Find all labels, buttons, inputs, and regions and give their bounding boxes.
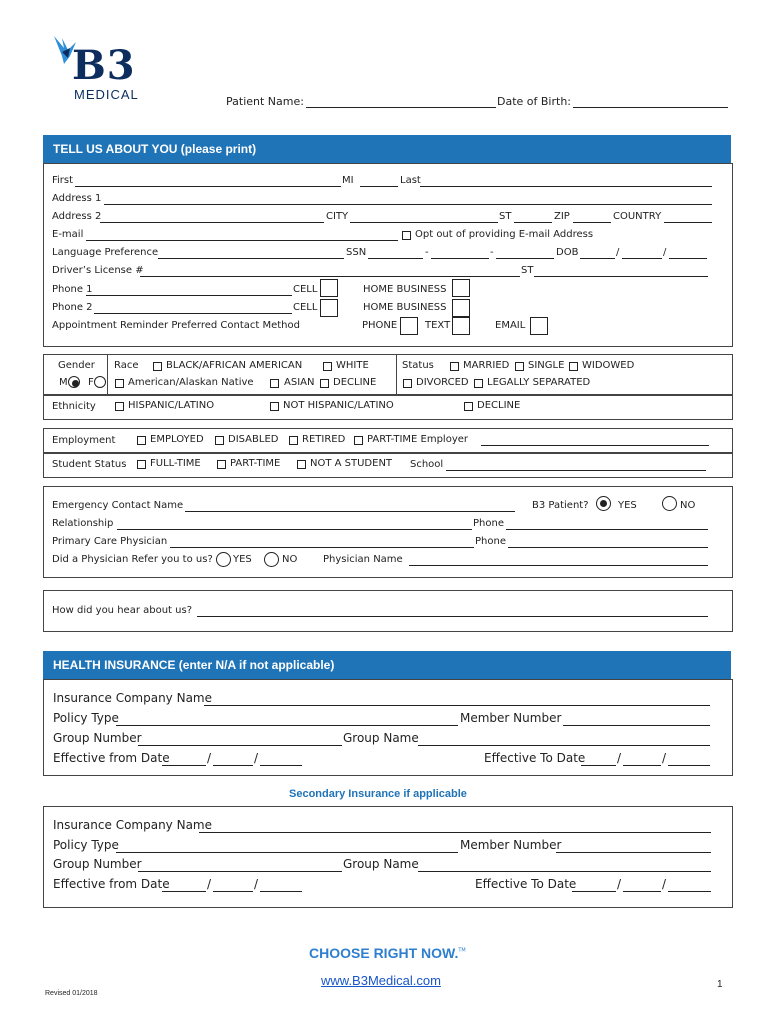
race-native-label: American/Alaskan Native <box>128 377 254 388</box>
employed-checkbox[interactable] <box>137 436 146 445</box>
primary-eff-from-slash-2: / <box>254 751 259 765</box>
city-label: CITY <box>326 211 349 222</box>
primary-group-name-label: Group Name <box>343 731 419 745</box>
full-time-label: FULL-TIME <box>150 458 201 469</box>
primary-company-field[interactable] <box>204 705 710 706</box>
employment-label: Employment <box>52 435 116 446</box>
dob-about-label: DOB <box>556 247 579 258</box>
address1-label: Address 1 <box>52 193 102 204</box>
contact-text-box[interactable] <box>452 317 470 335</box>
status-widowed-checkbox[interactable] <box>569 362 578 371</box>
ssn-field-3[interactable] <box>496 258 554 259</box>
gender-m-radio[interactable] <box>68 376 80 388</box>
address1-field[interactable] <box>104 204 712 205</box>
ethnicity-hispanic-checkbox[interactable] <box>115 402 124 411</box>
retired-checkbox[interactable] <box>289 436 298 445</box>
referred-no-radio[interactable] <box>264 552 279 567</box>
dob-day[interactable] <box>622 258 662 259</box>
secondary-title: Secondary Insurance if applicable <box>289 788 467 800</box>
logo-sub: MEDICAL <box>74 87 139 102</box>
country-label: COUNTRY <box>613 211 662 222</box>
license-field[interactable] <box>140 276 520 277</box>
race-label: Race <box>114 360 139 371</box>
secondary-eff-from-slash-2: / <box>254 877 259 891</box>
race-decline-label: DECLINE <box>333 377 377 388</box>
secondary-eff-from-month[interactable] <box>162 891 206 892</box>
race-black-checkbox[interactable] <box>153 362 162 371</box>
phone1-cell-box[interactable] <box>320 279 338 297</box>
secondary-eff-to-year[interactable] <box>668 891 711 892</box>
tagline-text: CHOOSE RIGHT NOW. <box>309 945 459 961</box>
contact-phone-label: PHONE <box>362 320 398 331</box>
primary-eff-from-year[interactable] <box>260 765 302 766</box>
appt-label: Appointment Reminder Preferred Contact Method <box>52 320 300 331</box>
status-separated-checkbox[interactable] <box>474 379 483 388</box>
b3-patient-yes-radio[interactable] <box>596 496 611 511</box>
secondary-group-name-field[interactable] <box>418 871 711 872</box>
status-widowed-label: WIDOWED <box>582 360 635 371</box>
primary-member-field[interactable] <box>563 725 710 726</box>
secondary-group-number-field[interactable] <box>138 871 342 872</box>
demographics-divider-2 <box>396 354 397 394</box>
page-number: 1 <box>717 979 723 990</box>
secondary-group-name-label: Group Name <box>343 857 419 871</box>
relationship-field[interactable] <box>117 529 472 530</box>
b3-patient-no-label: NO <box>680 500 696 511</box>
contact-email-box[interactable] <box>530 317 548 335</box>
primary-policy-label: Policy Type <box>53 711 119 725</box>
last-label: Last <box>400 175 421 186</box>
phone2-field[interactable] <box>94 313 292 314</box>
primary-eff-to-day[interactable] <box>623 765 661 766</box>
secondary-eff-from-day[interactable] <box>213 891 253 892</box>
dob-slash-1: / <box>616 247 620 258</box>
pcp-phone-label: Phone <box>475 536 506 547</box>
emergency-contact-label: Emergency Contact Name <box>52 500 184 511</box>
primary-eff-from-month[interactable] <box>162 765 206 766</box>
relationship-label: Relationship <box>52 518 114 529</box>
section-about-header: TELL US ABOUT YOU (please print) <box>43 135 731 163</box>
status-single-checkbox[interactable] <box>515 362 524 371</box>
primary-eff-to-label: Effective To Date <box>484 751 586 765</box>
zip-field[interactable] <box>573 222 611 223</box>
secondary-eff-to-slash-1: / <box>617 877 622 891</box>
license-label: Driver’s License # <box>52 265 144 276</box>
secondary-eff-to-label: Effective To Date <box>475 877 577 891</box>
secondary-company-field[interactable] <box>199 832 711 833</box>
disabled-label: DISABLED <box>228 434 279 445</box>
secondary-member-field[interactable] <box>556 852 711 853</box>
dob-year[interactable] <box>669 258 707 259</box>
phone1-home-business-box[interactable] <box>452 279 470 297</box>
referred-label: Did a Physician Refer you to us? <box>52 554 213 565</box>
patient-name-field[interactable] <box>306 107 496 108</box>
language-label: Language Preference <box>52 247 159 258</box>
ethnicity-hispanic-label: HISPANIC/LATINO <box>128 400 215 411</box>
status-single-label: SINGLE <box>528 360 565 371</box>
status-divorced-label: DIVORCED <box>416 377 469 388</box>
st-label: ST <box>499 211 512 222</box>
status-separated-label: LEGALLY SEPARATED <box>487 377 591 388</box>
gender-f-radio[interactable] <box>94 376 106 388</box>
secondary-eff-from-year[interactable] <box>260 891 302 892</box>
status-married-checkbox[interactable] <box>450 362 459 371</box>
primary-eff-to-month[interactable] <box>581 765 616 766</box>
primary-eff-from-label: Effective from Date <box>53 751 170 765</box>
secondary-policy-field[interactable] <box>116 852 458 853</box>
race-black-label: BLACK/AFRICAN AMERICAN <box>166 360 303 371</box>
first-field[interactable] <box>75 186 341 187</box>
pcp-field[interactable] <box>170 547 474 548</box>
phone1-field[interactable] <box>86 295 292 296</box>
mi-label: MI <box>342 175 354 186</box>
relationship-phone-label: Phone <box>473 518 504 529</box>
ethnicity-decline-label: DECLINE <box>477 400 521 411</box>
dob-label: Date of Birth: <box>497 95 572 108</box>
last-field[interactable] <box>420 186 712 187</box>
full-time-checkbox[interactable] <box>137 460 146 469</box>
secondary-eff-to-month[interactable] <box>572 891 616 892</box>
tagline <box>309 943 466 962</box>
language-field[interactable] <box>158 258 344 259</box>
primary-policy-field[interactable] <box>116 725 458 726</box>
contact-text-label: TEXT <box>425 320 451 331</box>
status-divorced-checkbox[interactable] <box>403 379 412 388</box>
pcp-label: Primary Care Physician <box>52 536 168 547</box>
primary-eff-from-slash-1: / <box>207 751 212 765</box>
optout-label: Opt out of providing E-mail Address <box>415 229 594 240</box>
race-native-checkbox[interactable] <box>115 379 124 388</box>
b3-patient-label: B3 Patient? <box>532 500 589 511</box>
phone2-cell-box[interactable] <box>320 299 338 317</box>
license-st-field[interactable] <box>534 276 708 277</box>
ethnicity-not-hispanic-label: NOT HISPANIC/LATINO <box>283 400 394 411</box>
employed-label: EMPLOYED <box>150 434 204 445</box>
ssn-field-2[interactable] <box>431 258 489 259</box>
gender-m-label: M <box>59 377 68 388</box>
referred-yes-label: YES <box>233 554 252 565</box>
address2-label: Address 2 <box>52 211 102 222</box>
secondary-policy-label: Policy Type <box>53 838 119 852</box>
email-label: E-mail <box>52 229 84 240</box>
phone2-home-business-label: HOME BUSINESS <box>363 302 447 313</box>
email-field[interactable] <box>86 240 398 241</box>
part-time-employer-label: PART-TIME Employer <box>367 434 469 445</box>
dob-month[interactable] <box>580 258 615 259</box>
race-decline-checkbox[interactable] <box>320 379 329 388</box>
secondary-member-label: Member Number <box>460 838 562 852</box>
school-field[interactable] <box>446 470 706 471</box>
primary-group-name-field[interactable] <box>418 745 710 746</box>
b3-patient-no-radio[interactable] <box>662 496 677 511</box>
physician-name-label: Physician Name <box>323 554 403 565</box>
secondary-eff-to-slash-2: / <box>662 877 667 891</box>
dob-slash-2: / <box>663 247 667 258</box>
demographics-divider-1 <box>107 354 108 394</box>
patient-name-label: Patient Name: <box>226 95 304 108</box>
primary-eff-to-slash-2: / <box>662 751 667 765</box>
primary-group-number-label: Group Number <box>53 731 142 745</box>
secondary-eff-from-label: Effective from Date <box>53 877 170 891</box>
part-time-checkbox[interactable] <box>217 460 226 469</box>
section-insurance-header: HEALTH INSURANCE (enter N/A if not applicable) <box>43 651 731 679</box>
gender-f-label: F <box>88 377 94 388</box>
mi-field[interactable] <box>360 186 398 187</box>
status-married-label: MARRIED <box>463 360 510 371</box>
city-field[interactable] <box>350 222 498 223</box>
logo-main: B3 <box>72 42 136 89</box>
primary-company-label: Insurance Company Name <box>53 691 212 705</box>
phone1-cell-label: CELL <box>293 284 318 295</box>
emergency-contact-field[interactable] <box>185 511 515 512</box>
contact-email-label: EMAIL <box>495 320 526 331</box>
primary-eff-to-slash-1: / <box>617 751 622 765</box>
ssn-dash-1: - <box>425 247 429 258</box>
primary-member-label: Member Number <box>460 711 562 725</box>
referred-no-label: NO <box>282 554 298 565</box>
phone1-label: Phone 1 <box>52 284 93 295</box>
logo <box>48 34 158 104</box>
student-status-label: Student Status <box>52 459 127 470</box>
optout-checkbox[interactable] <box>402 231 411 240</box>
physician-name-field[interactable] <box>409 565 708 566</box>
not-student-label: NOT A STUDENT <box>310 458 393 469</box>
ssn-field-1[interactable] <box>368 258 423 259</box>
address2-field[interactable] <box>100 222 324 223</box>
dob-field[interactable] <box>573 107 728 108</box>
secondary-eff-from-slash-1: / <box>207 877 212 891</box>
secondary-eff-to-day[interactable] <box>623 891 661 892</box>
race-asian-checkbox[interactable] <box>270 379 279 388</box>
hear-field[interactable] <box>197 616 708 617</box>
school-label: School <box>410 459 444 470</box>
hear-label: How did you hear about us? <box>52 605 192 616</box>
tagline-tm: TM <box>458 947 466 954</box>
status-label: Status <box>402 360 434 371</box>
ethnicity-not-hispanic-checkbox[interactable] <box>270 402 279 411</box>
secondary-group-number-label: Group Number <box>53 857 142 871</box>
relationship-phone-field[interactable] <box>506 529 708 530</box>
phone2-label: Phone 2 <box>52 302 93 313</box>
retired-label: RETIRED <box>302 434 346 445</box>
referred-yes-radio[interactable] <box>216 552 231 567</box>
race-white-label: WHITE <box>336 360 369 371</box>
race-white-checkbox[interactable] <box>323 362 332 371</box>
secondary-company-label: Insurance Company Name <box>53 818 212 832</box>
st-field[interactable] <box>514 222 552 223</box>
ethnicity-label: Ethnicity <box>52 401 96 412</box>
phone2-home-business-box[interactable] <box>452 299 470 317</box>
disabled-checkbox[interactable] <box>215 436 224 445</box>
contact-phone-box[interactable] <box>400 317 418 335</box>
b3-patient-yes-label: YES <box>618 500 637 511</box>
phone2-cell-label: CELL <box>293 302 318 313</box>
country-field[interactable] <box>664 222 712 223</box>
ethnicity-decline-checkbox[interactable] <box>464 402 473 411</box>
gender-label: Gender <box>58 360 95 371</box>
part-time-label: PART-TIME <box>230 458 281 469</box>
first-label: First <box>52 175 74 186</box>
not-student-checkbox[interactable] <box>297 460 306 469</box>
ssn-dash-2: - <box>490 247 494 258</box>
license-st-label: ST <box>521 265 534 276</box>
primary-group-number-field[interactable] <box>138 745 342 746</box>
race-asian-label: ASIAN <box>284 377 315 388</box>
zip-label: ZIP <box>554 211 570 222</box>
ssn-label: SSN <box>346 247 367 258</box>
primary-eff-to-year[interactable] <box>668 765 710 766</box>
phone1-home-business-label: HOME BUSINESS <box>363 284 447 295</box>
part-time-employer-checkbox[interactable] <box>354 436 363 445</box>
website-link[interactable]: www.B3Medical.com <box>321 973 441 988</box>
pcp-phone-field[interactable] <box>508 547 708 548</box>
employer-field[interactable] <box>481 445 709 446</box>
revised-date: Revised 01/2018 <box>45 990 98 997</box>
primary-eff-from-day[interactable] <box>213 765 253 766</box>
